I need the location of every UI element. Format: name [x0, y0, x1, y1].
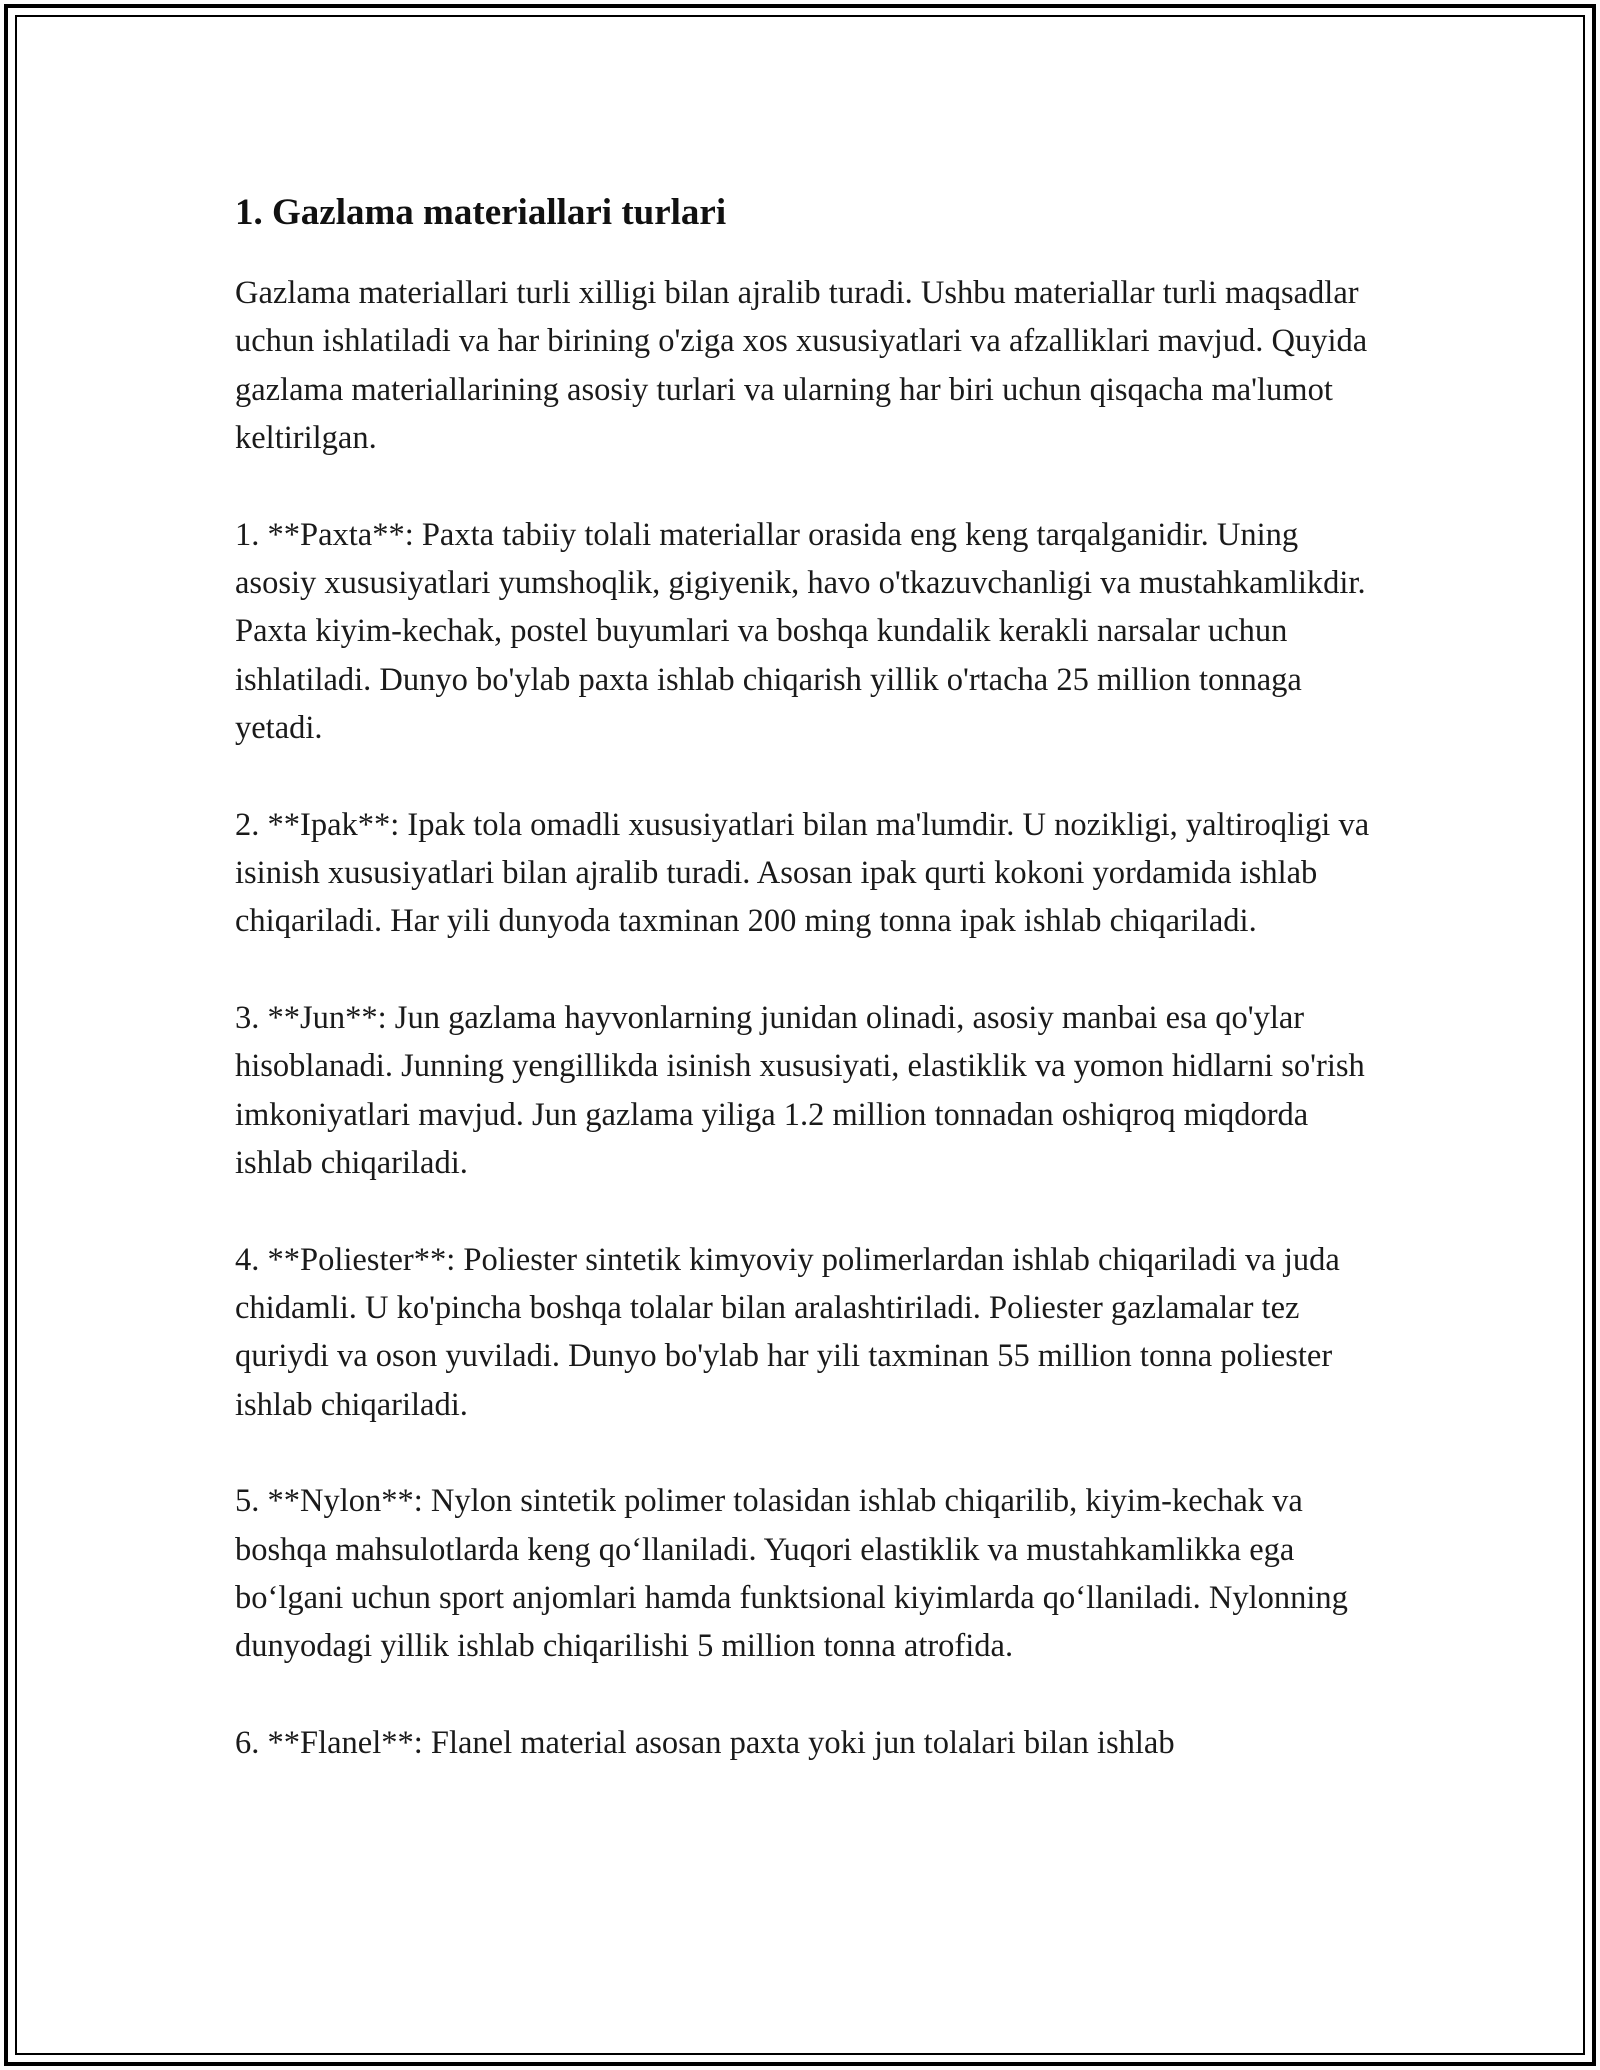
document-title: 1. Gazlama materiallari turlari — [235, 192, 727, 233]
paragraph-flanel: 6. **Flanel**: Flanel material asosan paxta yoki jun tolalari bilan ishlab — [235, 1724, 1175, 1761]
paragraph-ipak: 2. **Ipak**: Ipak tola omadli xususiyatlari bilan ma'lumdir. U nozikligi, yaltiroqligi va isinish xususiyatlari bilan ajralib turadi. Asosan ipak qurti kokoni yordamida ishlab chiqariladi. Har yili dunyoda taxminan 200 ming tonna ipak ishlab chiqariladi. — [235, 806, 1370, 940]
paragraph-poliester: 4. **Poliester**: Poliester sintetik kimyoviy polimerlardan ishlab chiqariladi va juda chidamli. U ko'pincha boshqa tolalar bilan aralashtiriladi. Poliester gazlamalar tez quriydi va oson yuviladi. Dunyo bo'ylab har yili taxminan 55 million tonna poliester ishlab chiqariladi. — [235, 1241, 1340, 1423]
document-body — [235, 184, 1375, 1767]
paragraph-nylon: 5. **Nylon**: Nylon sintetik polimer tolasidan ishlab chiqarilib, kiyim-kechak va boshqa mahsulotlarda keng qo‘llaniladi. Yuqori elastiklik va mustahkamlikka ega bo‘lgani uchun sport anjomlari hamda funktsional kiyimlarda qo‘llaniladi. Nylonning dunyodagi yillik ishlab chiqarilishi 5 million tonna atrofida. — [235, 1483, 1348, 1665]
paragraph-paxta: 1. **Paxta**: Paxta tabiiy tolali materiallar orasida eng keng tarqalganidir. Uning asosiy xususiyatlari yumshoqlik, gigiyenik, havo o'tkazuvchanligi va mustahkamlikdir. Paxta kiyim-kechak, postel buyumlari va boshqa kundalik kerakli narsalar uchun ishlatiladi. Dunyo bo'ylab paxta ishlab chiqarish yillik o'rtacha 25 million tonnaga yetadi. — [235, 516, 1366, 747]
intro-paragraph: Gazlama materiallari turli xilligi bilan ajralib turadi. Ushbu materiallar turli maqsadlar uchun ishlatiladi va har birining o'ziga xos xususiyatlari va afzalliklari mavjud. Quyida gazlama materiallarining asosiy turlari va ularning har biri uchun qisqacha ma'lumot keltirilgan. — [235, 275, 1368, 457]
paragraph-jun: 3. **Jun**: Jun gazlama hayvonlarning junidan olinadi, asosiy manbai esa qo'ylar hisoblanadi. Junning yengillikda isinish xususiyati, elastiklik va yomon hidlarni so'rish imkoniyatlari mavjud. Jun gazlama yiliga 1.2 million tonnadan oshiqroq miqdorda ishlab chiqariladi. — [235, 999, 1365, 1182]
